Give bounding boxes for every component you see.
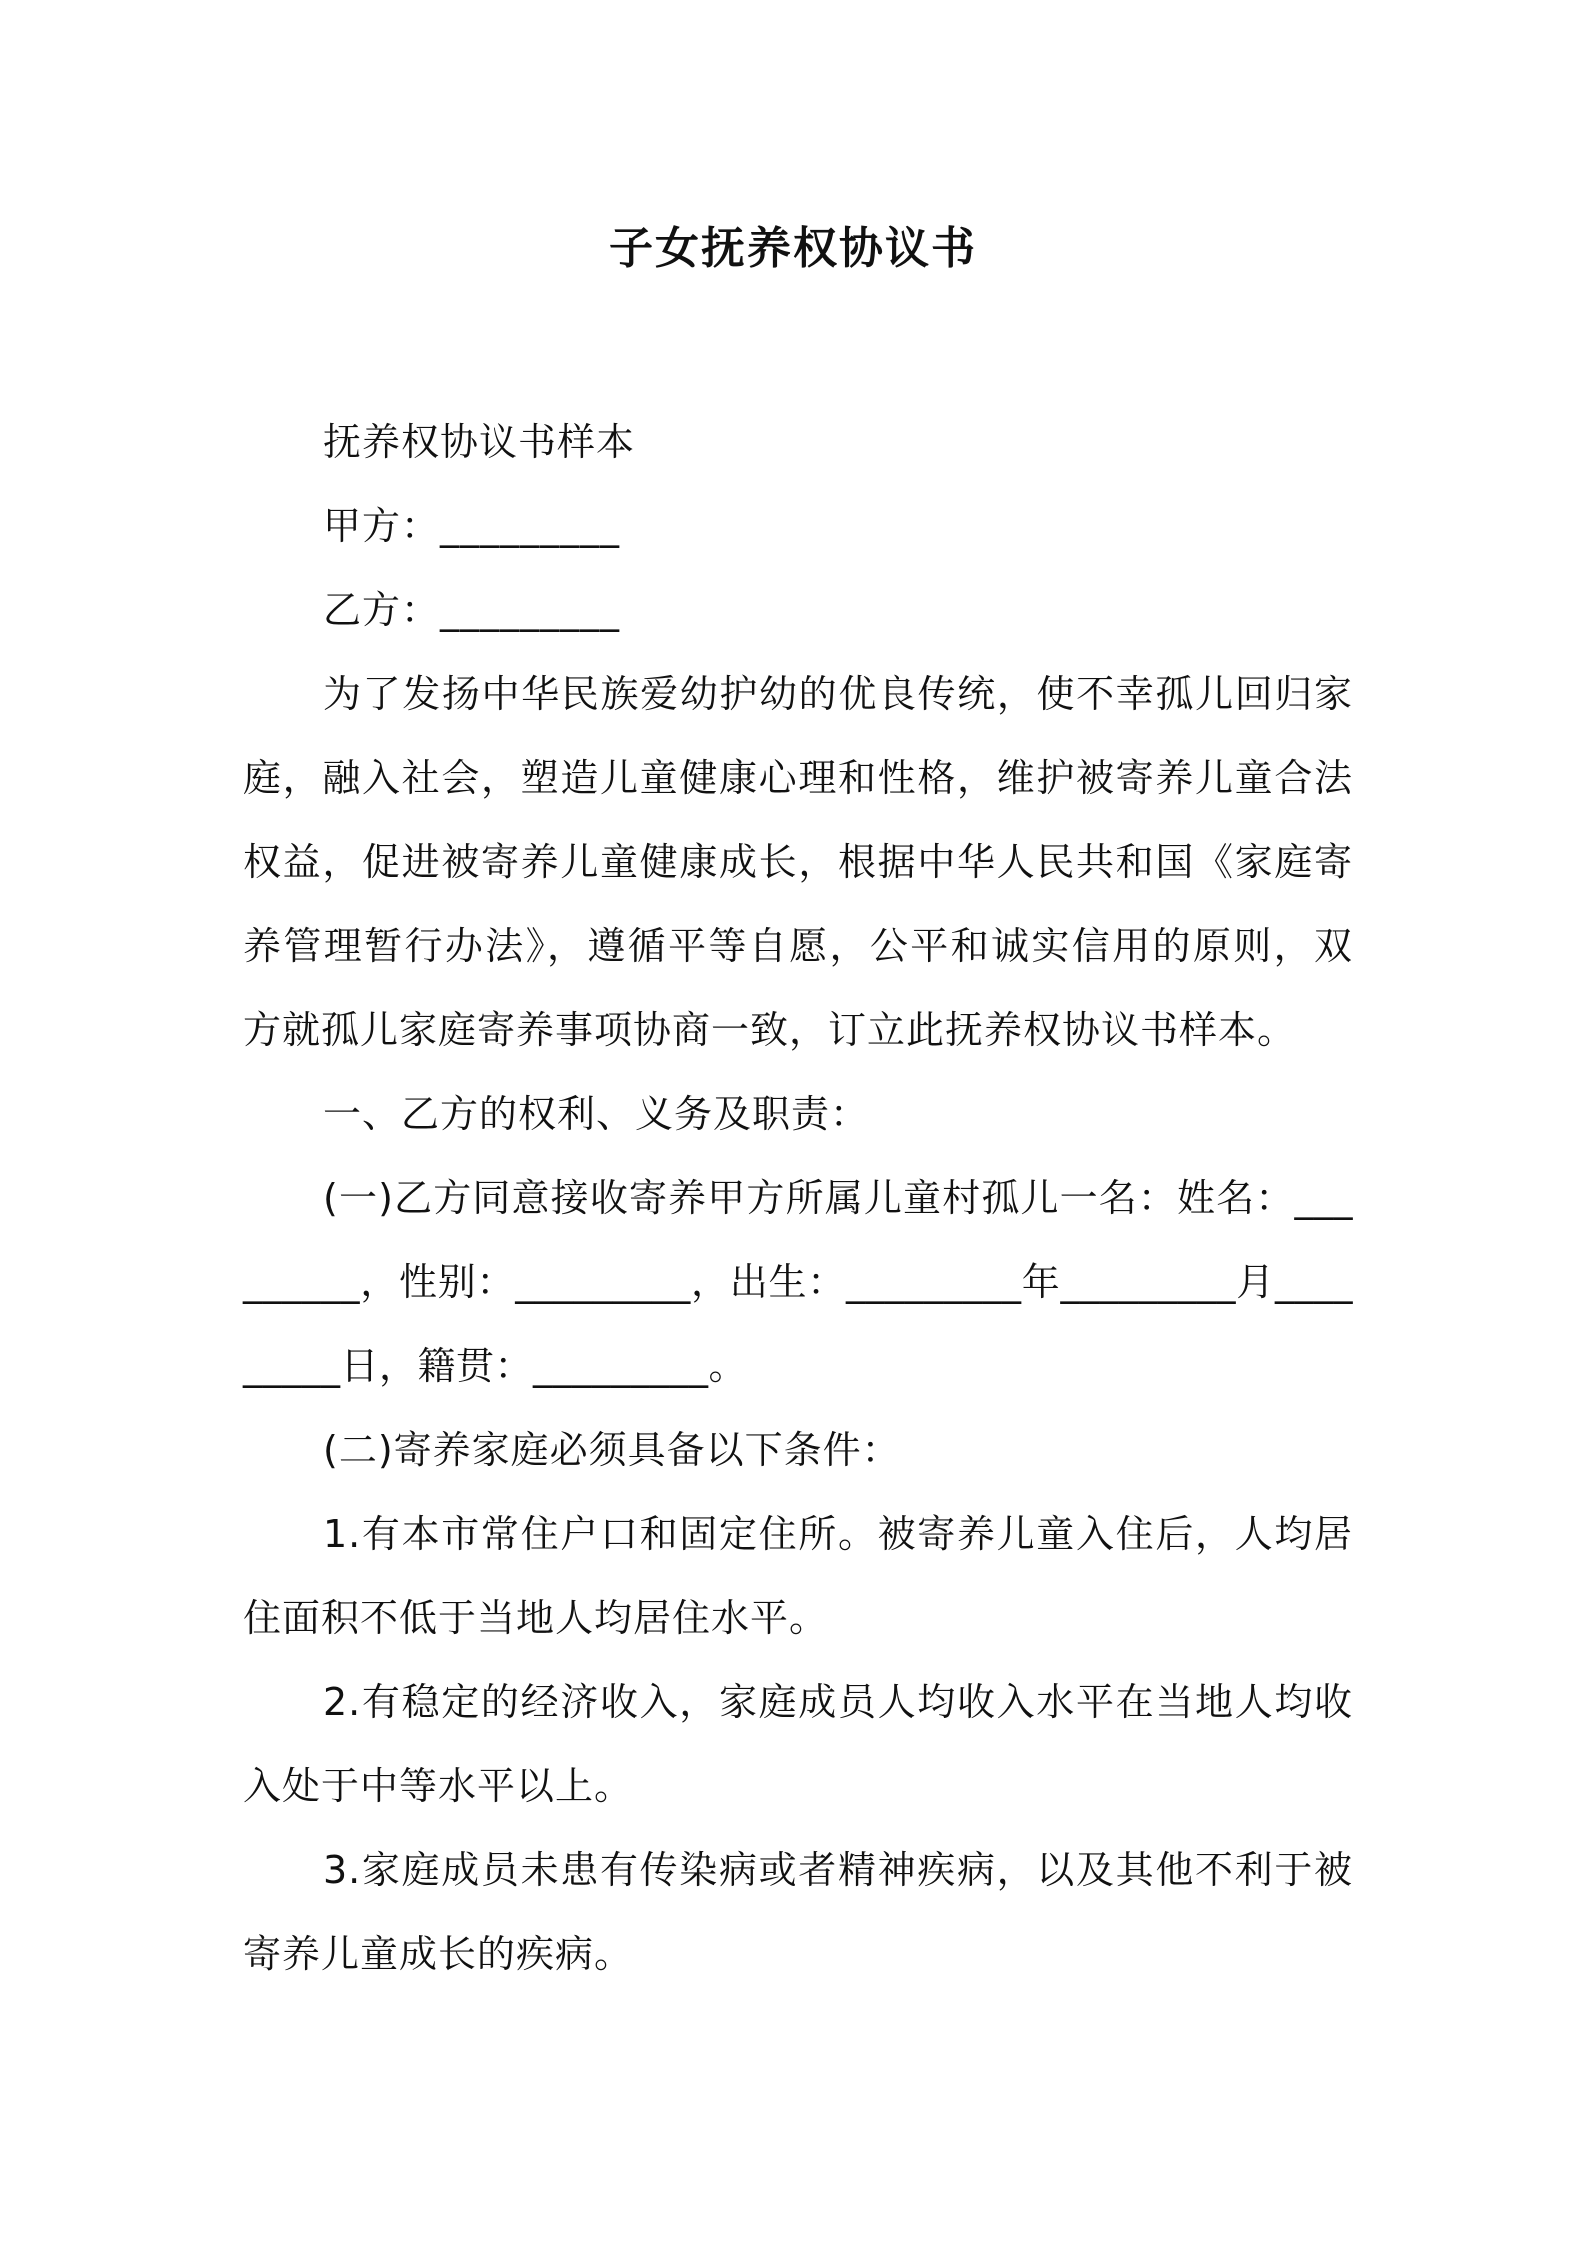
- section-heading-rights: 一、乙方的权利、义务及职责：: [323, 1092, 870, 1136]
- paragraph-party-a: 甲方：_________: [323, 504, 621, 548]
- paragraph-condition-1: 1.有本市常住户口和固定住所。被寄养儿童入住后，人均居住面积不低于当地人均居住水平。: [243, 1512, 1353, 1640]
- document-body: [243, 400, 1353, 1996]
- document-title: 子女抚养权协议书: [609, 223, 977, 274]
- paragraph-clause-1: (一)乙方同意接收寄养甲方所属儿童村孤儿一名：姓名：_________，性别：_________，出生：_________年_________月_________日，籍贯：_________。: [243, 1176, 1353, 1388]
- paragraph-preamble: 为了发扬中华民族爱幼护幼的优良传统，使不幸孤儿回归家庭，融入社会，塑造儿童健康心理和性格，维护被寄养儿童合法权益，促进被寄养儿童健康成长，根据中华人民共和国《家庭寄养管理暂行办法》，遵循平等自愿，公平和诚实信用的原则，双方就孤儿家庭寄养事项协商一致，订立此抚养权协议书样本。: [243, 672, 1353, 1052]
- paragraph-condition-2: 2.有稳定的经济收入，家庭成员人均收入水平在当地人均收入处于中等水平以上。: [243, 1680, 1353, 1808]
- paragraph-party-b: 乙方：_________: [323, 588, 621, 632]
- paragraph-clause-2: (二)寄养家庭必须具备以下条件：: [323, 1428, 901, 1472]
- paragraph-sample-heading: 抚养权协议书样本: [323, 420, 636, 464]
- paragraph-condition-3: 3.家庭成员未患有传染病或者精神疾病，以及其他不利于被寄养儿童成长的疾病。: [243, 1848, 1353, 1976]
